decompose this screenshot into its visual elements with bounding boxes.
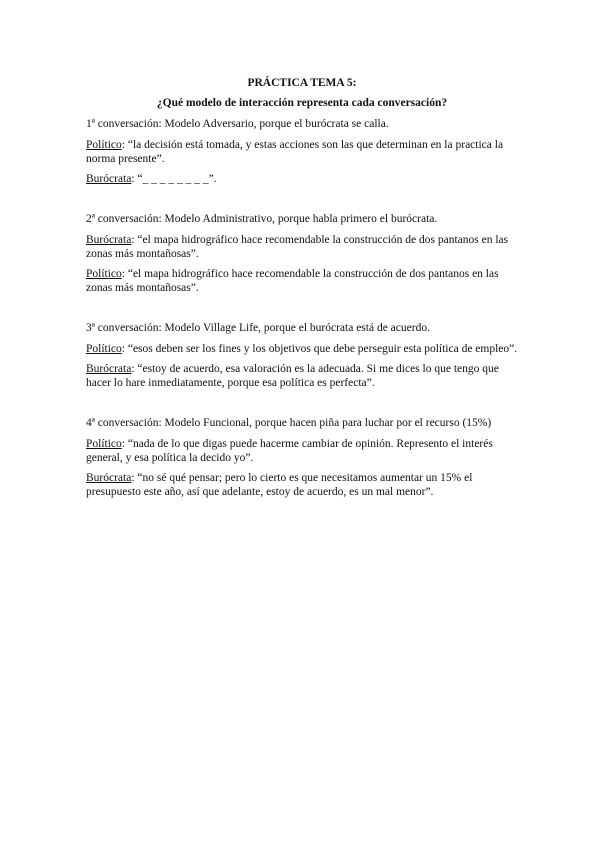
dialogue-text: : “la decisión está tomada, y estas acciones son las que determinan en la practica la norma presente”. [86, 139, 504, 165]
section-spacer [86, 192, 518, 212]
dialogue-text: : “esos deben ser los fines y los objetivos que debe perseguir esta política de empleo”. [121, 343, 518, 355]
dialogue-text: : “el mapa hidrográfico hace recomendable la construcción de dos pantanos en las zonas más montañosas”. [86, 268, 499, 294]
speaker-label: Político [86, 268, 122, 280]
speaker-label: Político [86, 438, 122, 450]
conversation-intro: 4ª conversación: Modelo Funcional, porque hacen piña para luchar por el recurso (15%) [86, 417, 492, 429]
dialogue-text: : “_ _ _ _ _ _ _ _”. [131, 173, 217, 185]
dialogue-line [86, 172, 518, 186]
dialogue-line [86, 437, 518, 465]
dialogue-text: : “nada de lo que digas puede hacerme cambiar de opinión. Represento el interés general, y esa política la decido yo”. [86, 438, 493, 464]
document-question: ¿Qué modelo de interacción representa cada conversación? [156, 97, 448, 109]
dialogue-line [86, 233, 518, 261]
speaker-label: Político [86, 139, 122, 151]
speaker-label: Burócrata [86, 173, 132, 185]
dialogue-text: : “el mapa hidrográfico hace recomendable la construcción de dos pantanos en las zonas más montañosas”. [86, 234, 509, 260]
dialogue-line [86, 471, 518, 499]
speaker-label: Político [86, 343, 122, 355]
conversation-intro: 2ª conversación: Modelo Administrativo, porque habla primero el burócrata. [86, 213, 438, 225]
conversation-1 [86, 117, 518, 186]
dialogue-line [86, 342, 518, 356]
speaker-label: Burócrata [86, 363, 132, 375]
speaker-label: Burócrata [86, 234, 132, 246]
section-spacer [86, 301, 518, 321]
section-spacer [86, 396, 518, 416]
document-title: PRÁCTICA TEMA 5: [247, 77, 357, 89]
conversation-4 [86, 416, 518, 499]
dialogue-line [86, 267, 518, 295]
conversation-intro: 1ª conversación: Modelo Adversario, porque el burócrata se calla. [86, 118, 389, 130]
speaker-label: Burócrata [86, 472, 132, 484]
dialogue-text: : “no sé qué pensar; pero lo cierto es que necesitamos aumentar un 15% el presupuesto este año, así que adelante, estoy de acuerdo, es un mal menor”. [86, 472, 473, 498]
conversation-intro: 3ª conversación: Modelo Village Life, porque el burócrata está de acuerdo. [86, 322, 430, 334]
conversation-2 [86, 212, 518, 295]
dialogue-text: : “estoy de acuerdo, esa valoración es la adecuada. Si me dices lo que tengo que hacer lo hare inmediatamente, porque esa política es perfecta”. [86, 363, 499, 389]
conversation-3 [86, 321, 518, 390]
dialogue-line [86, 362, 518, 390]
document-page [86, 76, 518, 505]
dialogue-line [86, 138, 518, 166]
